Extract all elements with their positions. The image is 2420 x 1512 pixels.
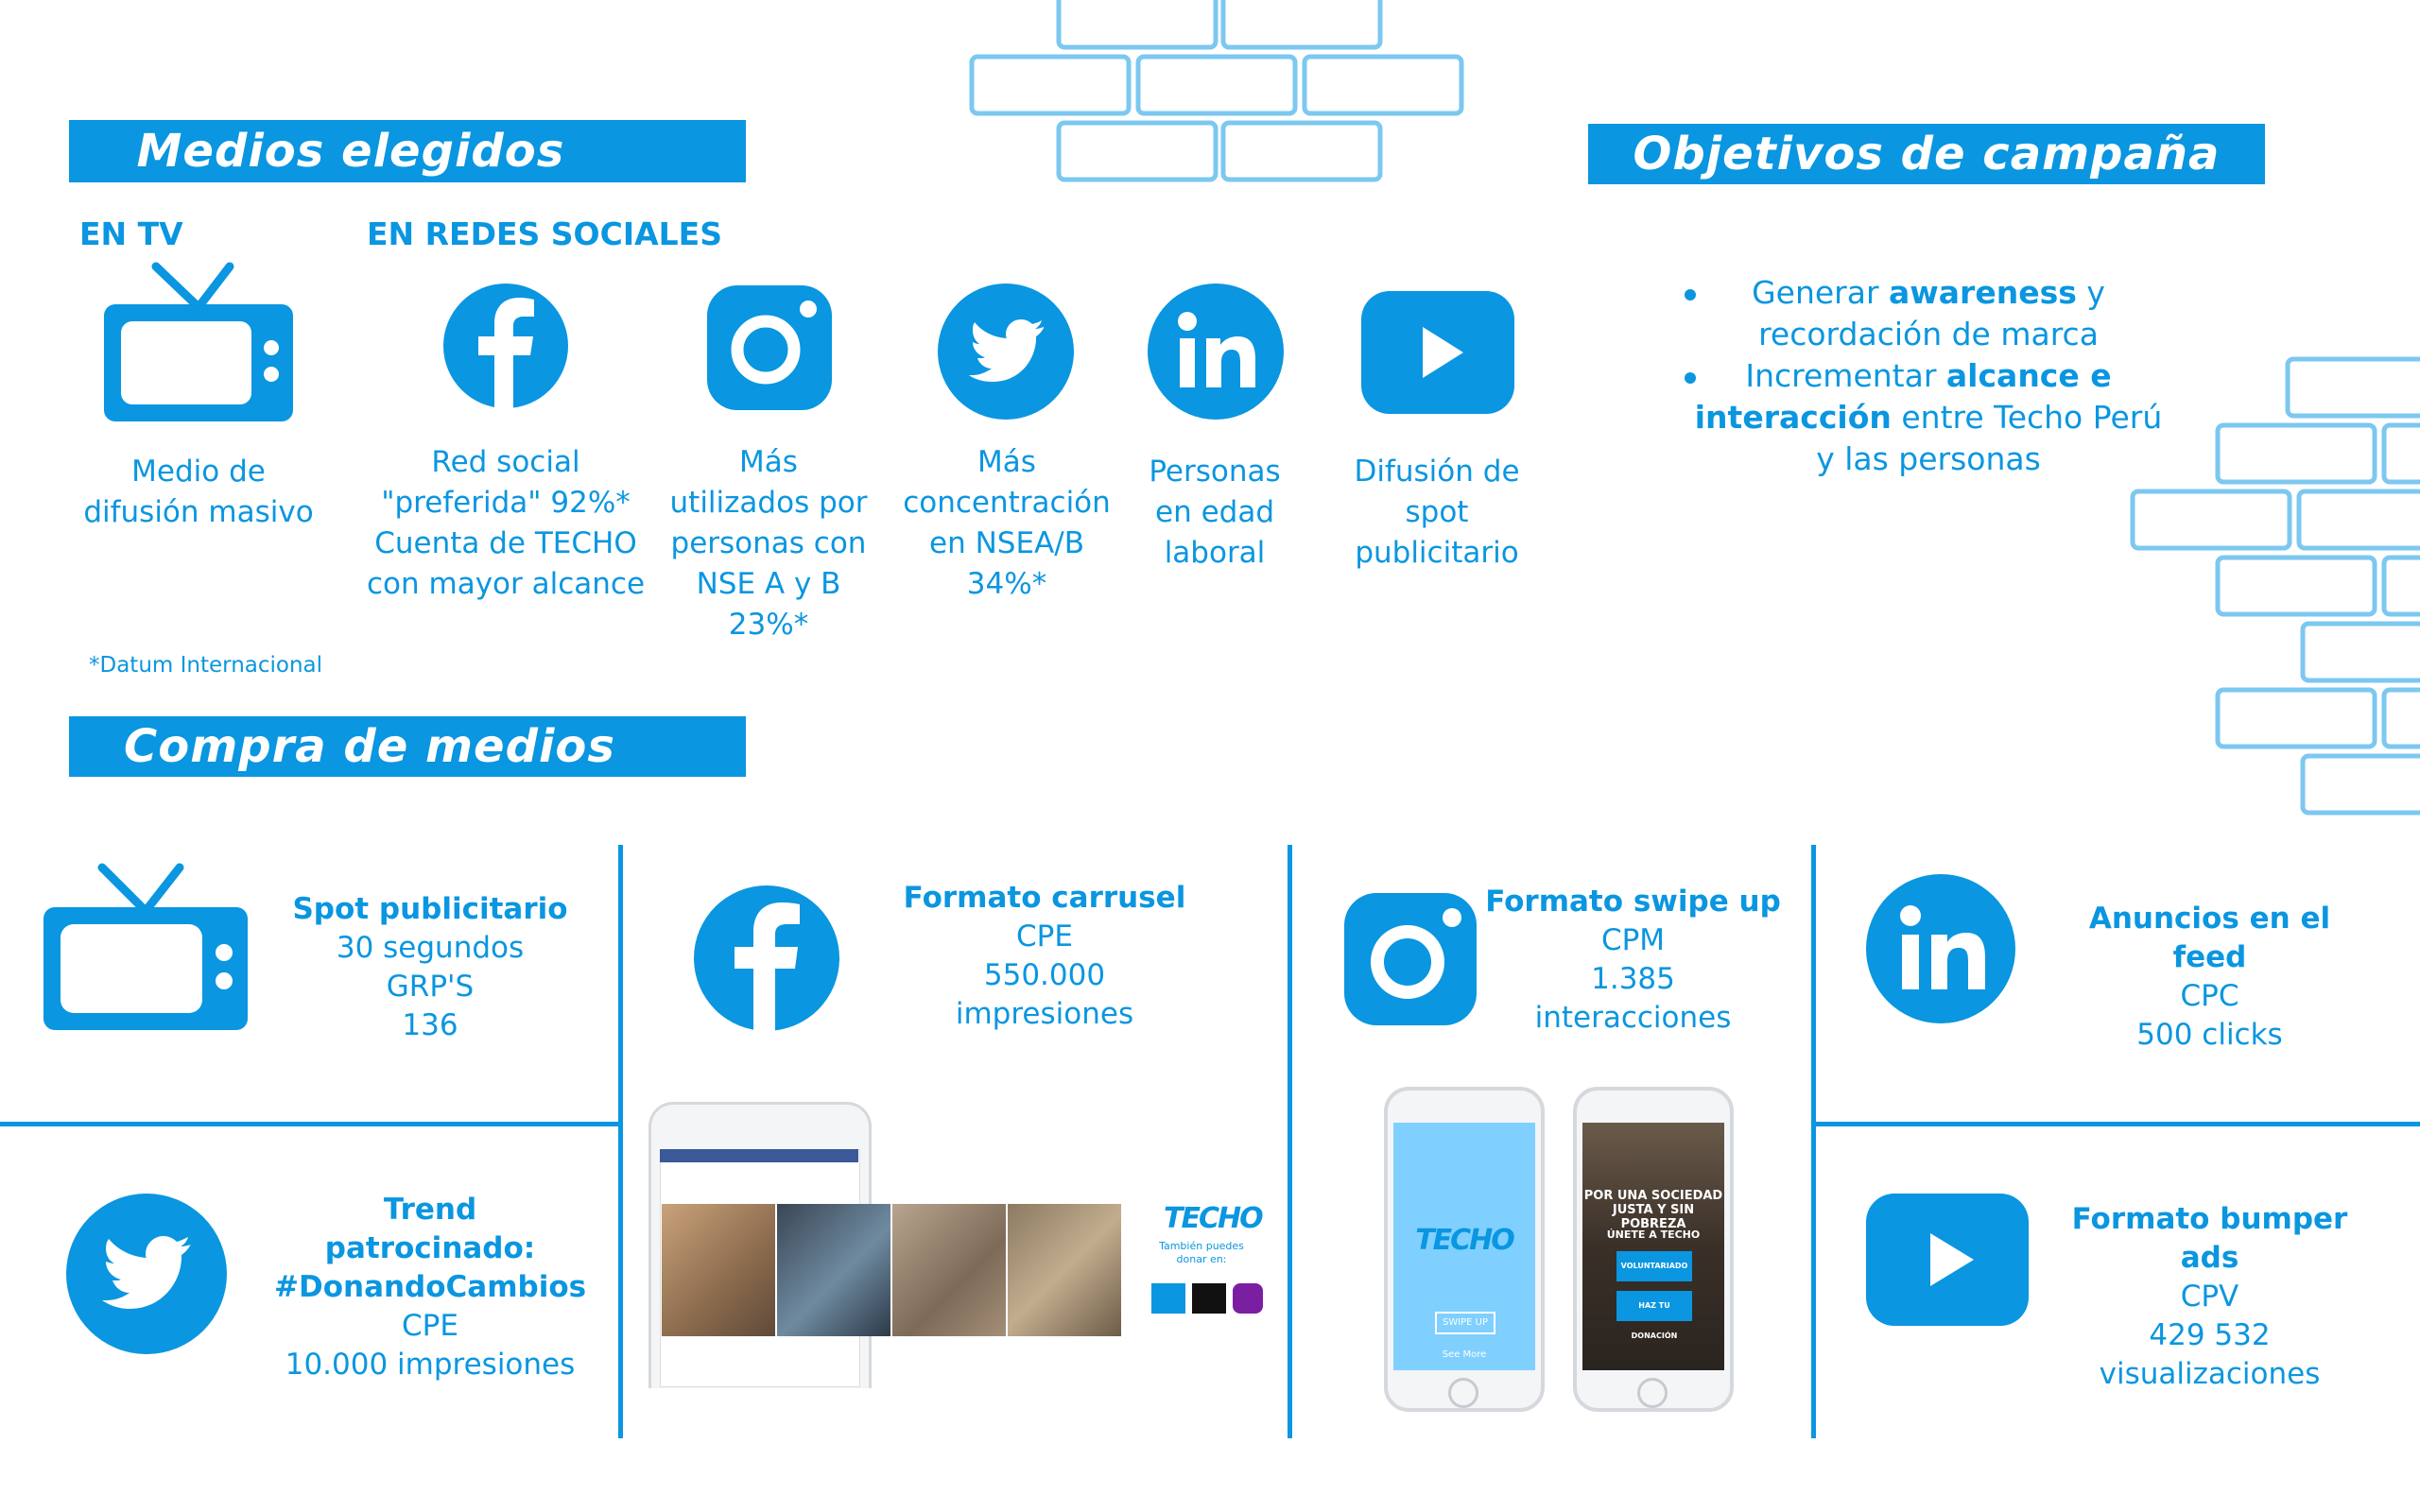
linkedin-feed-info <box>2061 900 2359 1055</box>
linkedin-icon <box>1148 284 1284 420</box>
objetivo-item-1: Generar awareness y recordación de marca <box>1692 272 2165 355</box>
swipe-up-button[interactable]: SWIPE UP <box>1435 1312 1495 1334</box>
youtube-bumper-title: Formato bumper ads <box>2071 1202 2348 1275</box>
donacion-button[interactable]: HAZ TU DONACIÓN <box>1616 1291 1692 1321</box>
techo-logo: TECHO <box>1415 1224 1513 1257</box>
voluntariado-button[interactable]: VOLUNTARIADO <box>1616 1251 1692 1281</box>
instagram-swipe-info <box>1484 883 1782 1038</box>
twitter-icon <box>938 284 1074 420</box>
divider-horizontal-right <box>1813 1122 2420 1126</box>
facebook-carousel-info <box>898 879 1191 1034</box>
facebook-carousel-title: Formato carrusel <box>903 881 1186 915</box>
medios-elegidos-banner <box>69 120 746 182</box>
phone-home-button-1 <box>1448 1378 1478 1408</box>
unete-text: ÚNETE A TECHO <box>1606 1228 1701 1241</box>
bullet-icon <box>1685 289 1696 301</box>
instagram-caption: Más utilizados por personas con NSE A y B 23%* <box>669 445 868 642</box>
twitter-trend-metric: CPE <box>402 1309 458 1343</box>
techo-app-icon <box>1151 1283 1185 1314</box>
instagram-swipe-unit: interacciones <box>1534 1001 1732 1035</box>
carousel-image-4 <box>1008 1204 1121 1336</box>
instagram-swipe-mockup <box>1380 1049 1758 1412</box>
divider-horizontal-left <box>0 1122 620 1126</box>
twitter-caption: Más concentración en NSEA/B 34%* <box>903 445 1111 601</box>
objetivos-banner <box>1588 124 2265 184</box>
youtube-icon <box>1866 1194 2029 1326</box>
youtube-icon <box>1361 291 1514 414</box>
instagram-swipe-metric: CPM <box>1600 923 1666 957</box>
instagram-icon <box>1344 893 1477 1025</box>
youtube-bumper-unit: visualizaciones <box>2099 1357 2321 1391</box>
divider-vertical-1 <box>618 845 623 1438</box>
see-more-label: See More <box>1442 1349 1487 1360</box>
techo-logo: TECHO <box>1164 1202 1262 1235</box>
carousel-image-1 <box>662 1204 775 1336</box>
brick-decoration-right <box>2133 359 2420 813</box>
linkedin-icon <box>1866 874 2015 1023</box>
tv-icon <box>43 864 248 1034</box>
linkedin-feed-title: Anuncios en el feed <box>2088 902 2331 974</box>
tv-spot-info <box>284 890 577 1045</box>
facebook-carousel-unit: impresiones <box>955 997 1134 1031</box>
objetivos-list <box>1692 272 2165 480</box>
twitter-trend-value: 10.000 impresiones <box>285 1348 576 1382</box>
facebook-icon <box>694 885 839 1031</box>
tv-spot-title: Spot publicitario <box>292 892 568 926</box>
twitter-trend-title: Trend patrocinado: #DonandoCambios <box>274 1193 587 1304</box>
youtube-caption: Difusión de spot publicitario <box>1354 455 1520 570</box>
bullet-icon <box>1685 372 1696 384</box>
youtube-bumper-metric: CPV <box>2180 1280 2239 1314</box>
linkedin-feed-metric: CPC <box>2180 979 2239 1013</box>
linkedin-feed-value: 500 clicks <box>2136 1018 2283 1052</box>
objetivo-item-2: Incrementar alcance e interacción entre Techo Perú y las personas <box>1692 355 2165 480</box>
app-icon-2 <box>1192 1283 1226 1314</box>
divider-vertical-2 <box>1288 845 1292 1438</box>
youtube-bumper-info <box>2061 1200 2359 1394</box>
divider-vertical-3 <box>1811 845 1816 1438</box>
facebook-carousel-mockup <box>648 1102 1272 1385</box>
en-redes-sociales-heading: EN REDES SOCIALES <box>367 215 722 252</box>
facebook-carousel-metric: CPE <box>1016 919 1073 954</box>
tv-caption: Medio de difusión masivo <box>83 455 314 529</box>
carousel-image-3 <box>892 1204 1006 1336</box>
phone-home-button-2 <box>1637 1378 1668 1408</box>
tv-spot-value: 136 <box>402 1008 458 1042</box>
slogan-text: POR UNA SOCIEDAD JUSTA Y SIN POBREZA <box>1583 1189 1723 1231</box>
carousel-image-2 <box>777 1204 890 1336</box>
facebook-caption: Red social "preferida" 92%* Cuenta de TECHO con mayor alcance <box>366 445 646 601</box>
compra-medios-banner <box>69 716 746 777</box>
app-icon-3 <box>1233 1283 1263 1314</box>
youtube-bumper-value: 429 532 <box>2149 1318 2271 1352</box>
medios-elegidos-title: Medios elegidos <box>136 125 565 178</box>
twitter-icon <box>66 1194 227 1354</box>
footnote-datum: *Datum Internacional <box>89 653 323 678</box>
instagram-swipe-value: 1.385 <box>1591 962 1675 996</box>
fb-topbar <box>660 1149 858 1162</box>
facebook-carousel-value: 550.000 <box>983 958 1106 992</box>
instagram-icon <box>707 285 832 410</box>
objetivos-title: Objetivos de campaña <box>1633 128 2221 180</box>
en-tv-heading: EN TV <box>79 215 183 252</box>
twitter-trend-info <box>274 1191 586 1384</box>
compra-medios-title: Compra de medios <box>124 720 615 773</box>
facebook-icon <box>443 284 568 408</box>
tv-spot-metric: GRP'S <box>386 970 475 1004</box>
tv-spot-duration: 30 segundos <box>336 931 525 965</box>
instagram-swipe-title: Formato swipe up <box>1485 885 1781 919</box>
linkedin-caption: Personas en edad laboral <box>1149 455 1281 570</box>
tv-icon <box>104 265 293 425</box>
donar-text: También puedes donar en: <box>1159 1240 1244 1265</box>
